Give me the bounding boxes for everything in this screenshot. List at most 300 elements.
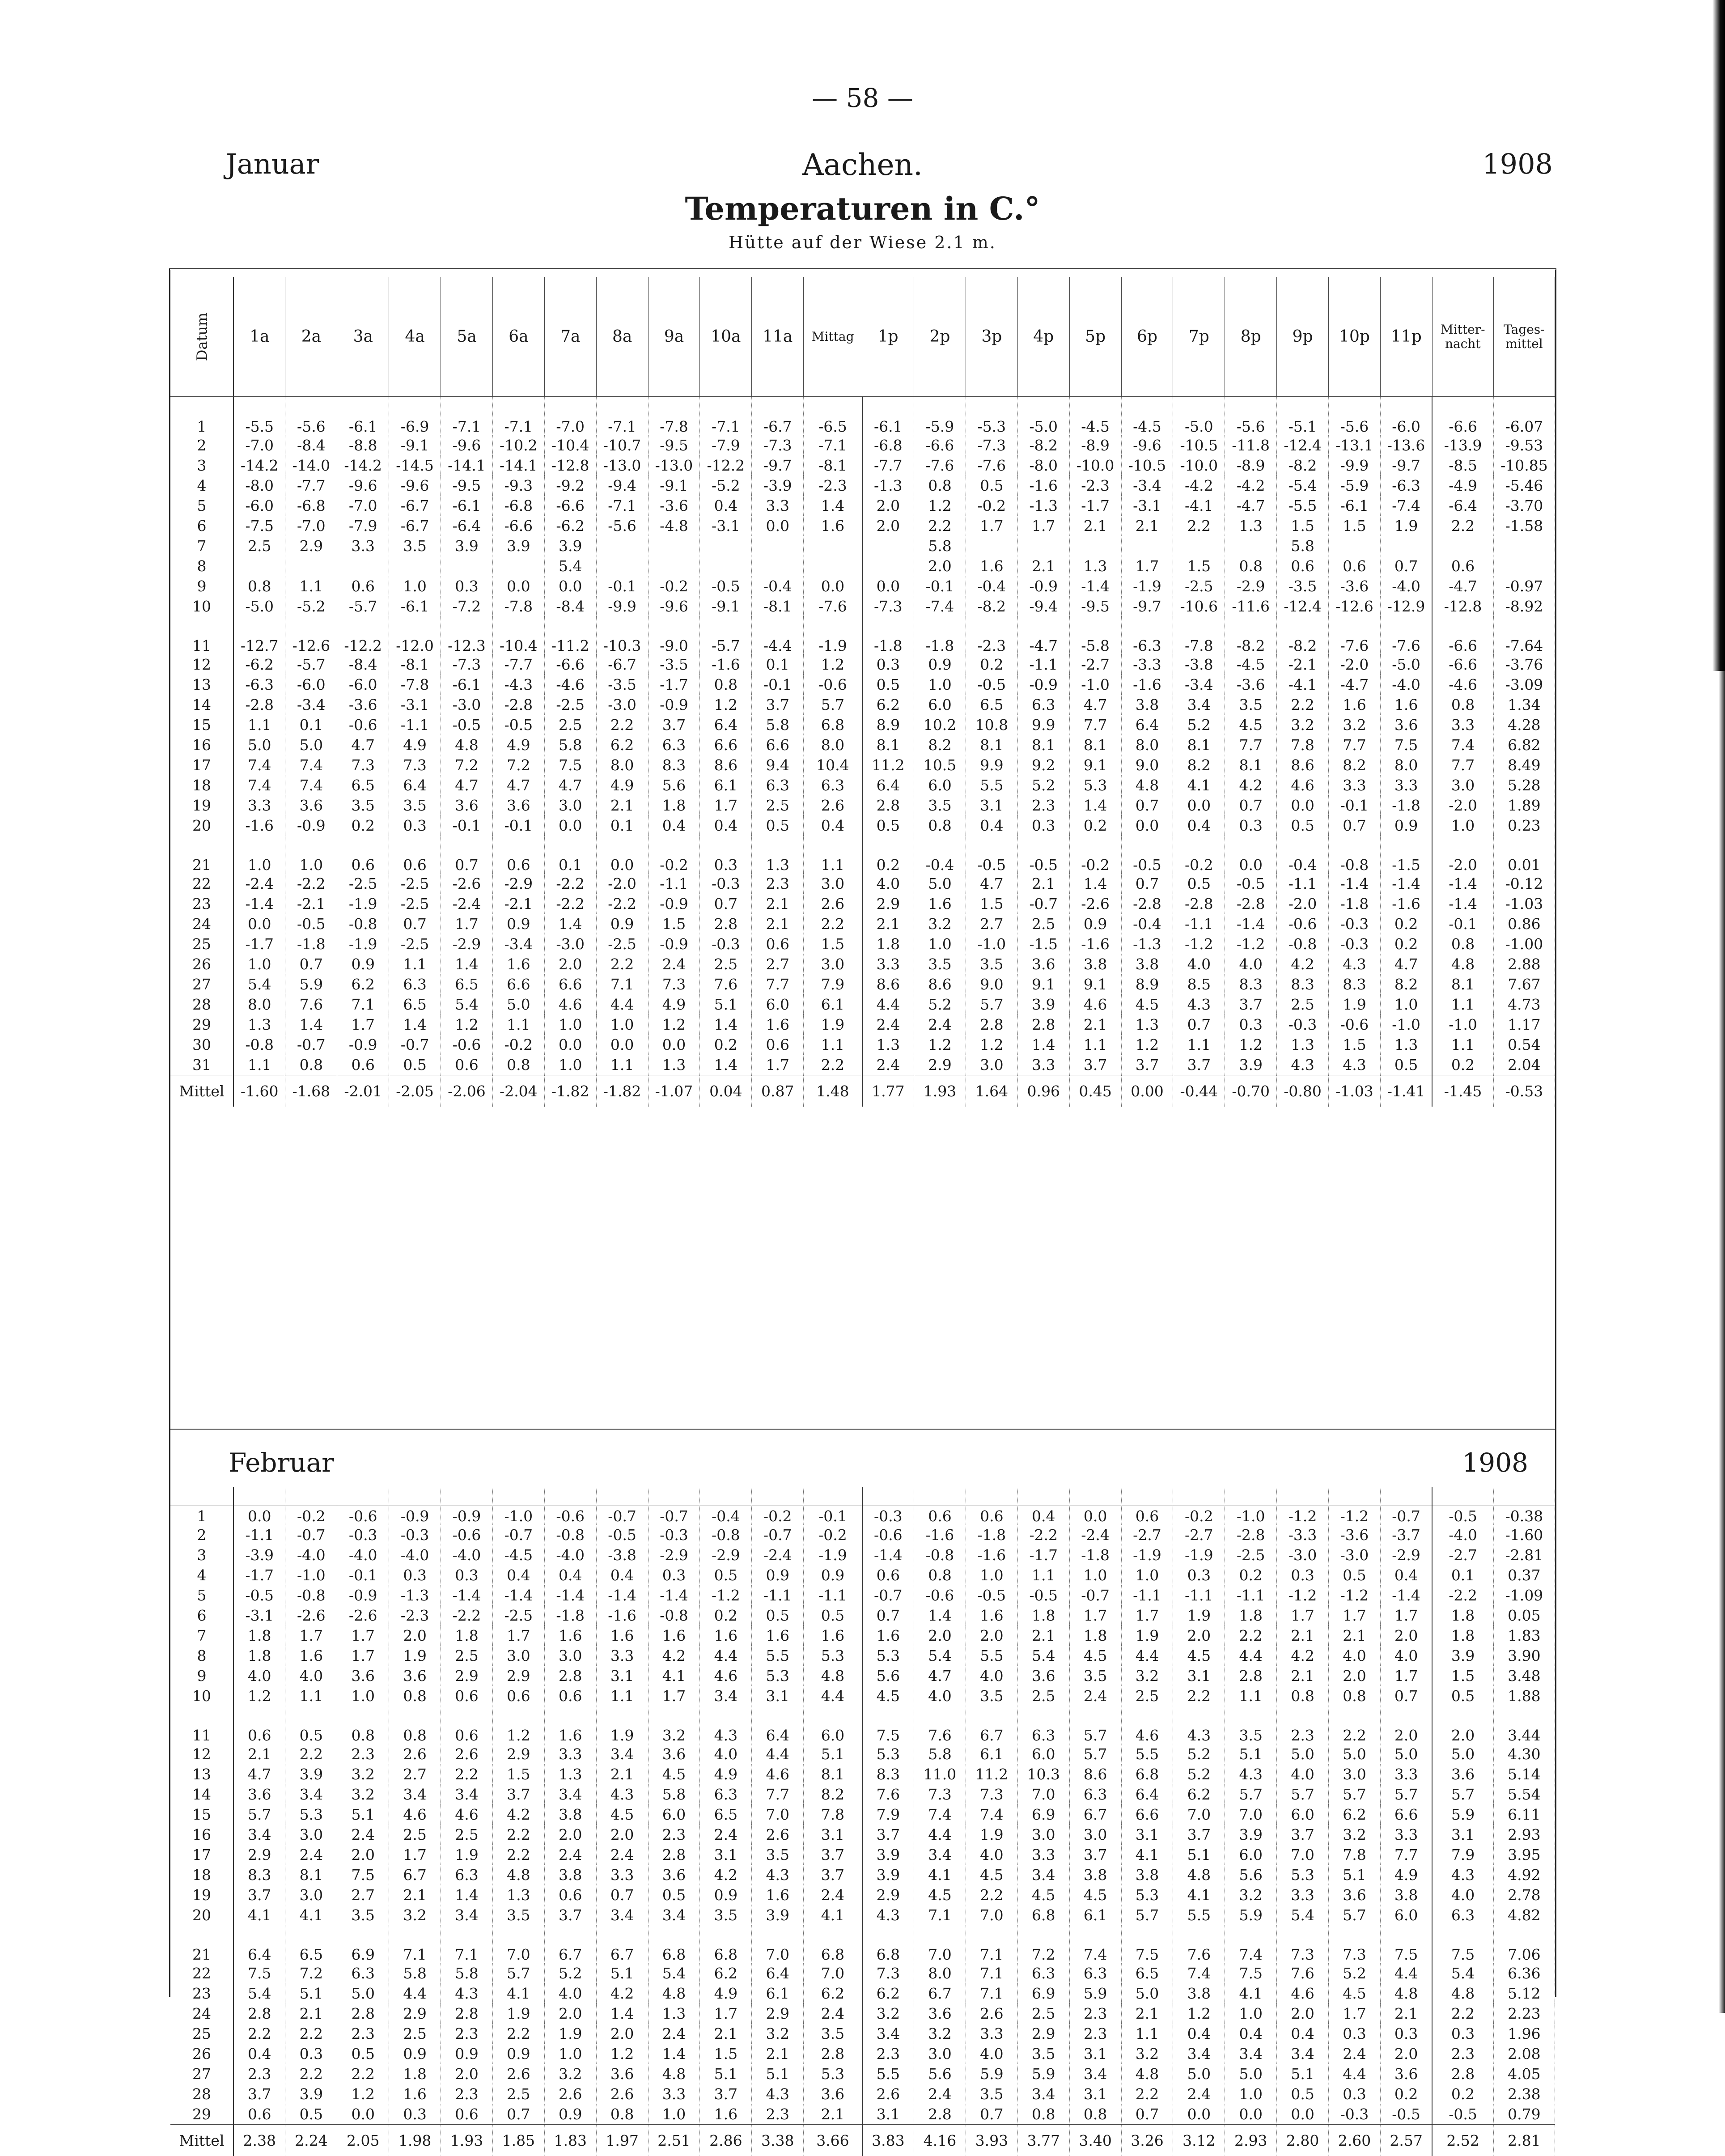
value-cell: 2.9 <box>492 1744 544 1764</box>
value-cell: 2.1 <box>389 1885 441 1905</box>
value-cell: -5.6 <box>596 516 648 536</box>
day-number: 7 <box>170 536 233 556</box>
value-cell: -2.5 <box>1173 576 1225 596</box>
day-number: 13 <box>170 1764 233 1784</box>
value-cell: -1.4 <box>1380 1585 1432 1605</box>
value-cell: 7.7 <box>1432 755 1493 775</box>
value-cell: 0.7 <box>596 1885 648 1905</box>
value-cell: -5.5 <box>233 397 285 435</box>
value-cell: -0.3 <box>1329 2104 1381 2125</box>
value-cell: 2.38 <box>1493 2084 1555 2104</box>
value-cell: 3.2 <box>914 914 966 934</box>
value-cell: 3.9 <box>1225 1825 1277 1845</box>
value-cell: 8.1 <box>1017 735 1069 755</box>
mean-value: -1.41 <box>1380 1075 1432 1107</box>
value-cell: 6.2 <box>1173 1784 1225 1804</box>
value-cell: 0.7 <box>1121 2104 1173 2125</box>
value-cell: 0.9 <box>441 2044 493 2064</box>
value-cell: -2.2 <box>544 874 596 894</box>
value-cell: 0.4 <box>966 815 1017 836</box>
value-cell: 4.1 <box>1173 775 1225 795</box>
value-cell: 0.7 <box>1121 795 1173 815</box>
value-cell: 0.6 <box>337 836 389 874</box>
value-cell: 1.1 <box>1017 1565 1069 1585</box>
value-cell: 3.8 <box>1380 1885 1432 1905</box>
value-cell: -10.5 <box>1121 455 1173 475</box>
value-cell: 3.5 <box>914 954 966 974</box>
value-cell: 5.28 <box>1493 775 1555 795</box>
value-cell: 5.3 <box>862 1646 914 1666</box>
column-header-hour: 4a <box>389 277 441 397</box>
value-cell: -6.0 <box>337 675 389 695</box>
value-cell: -13.9 <box>1432 435 1493 455</box>
value-cell: -3.1 <box>233 1605 285 1625</box>
value-cell: 1.6 <box>389 2084 441 2104</box>
value-cell: -0.6 <box>914 1585 966 1605</box>
value-cell: 1.5 <box>648 914 700 934</box>
value-cell: 1.6 <box>752 1014 804 1035</box>
value-cell: -2.6 <box>441 874 493 894</box>
value-cell: 7.3 <box>1329 1925 1381 1963</box>
value-cell: 7.8 <box>804 1804 862 1825</box>
value-cell: 1.7 <box>700 2003 752 2024</box>
value-cell: 7.3 <box>337 755 389 775</box>
value-cell: -2.1 <box>492 894 544 914</box>
value-cell: 1.6 <box>596 1625 648 1646</box>
value-cell: 3.7 <box>492 1784 544 1804</box>
value-cell: 3.6 <box>1017 1666 1069 1686</box>
value-cell: 1.1 <box>389 954 441 974</box>
table-row <box>170 1545 1555 1565</box>
table-row <box>170 1764 1555 1784</box>
value-cell: -3.76 <box>1493 654 1555 675</box>
value-cell: -1.2 <box>1225 934 1277 954</box>
value-cell: 4.3 <box>752 1865 804 1885</box>
value-cell: -0.3 <box>700 934 752 954</box>
table-row <box>170 874 1555 894</box>
value-cell: 1.4 <box>441 954 493 974</box>
value-cell: -6.1 <box>389 596 441 616</box>
value-cell: -2.7 <box>1432 1545 1493 1565</box>
value-cell: -4.6 <box>544 675 596 695</box>
value-cell: 0.2 <box>1380 914 1432 934</box>
value-cell: 3.9 <box>862 1865 914 1885</box>
value-cell: 1.1 <box>804 1035 862 1055</box>
value-cell: 7.2 <box>1017 1925 1069 1963</box>
value-cell: 0.9 <box>1069 914 1121 934</box>
value-cell: 5.9 <box>285 974 337 994</box>
value-cell: 1.1 <box>285 1686 337 1706</box>
value-cell: 7.1 <box>441 1925 493 1963</box>
value-cell: -2.2 <box>544 894 596 914</box>
value-cell: 2.3 <box>752 874 804 894</box>
value-cell: 4.2 <box>596 1983 648 2003</box>
value-cell: -12.2 <box>337 616 389 654</box>
value-cell: 2.2 <box>1277 695 1329 715</box>
value-cell: 6.3 <box>1432 1905 1493 1925</box>
value-cell: -1.1 <box>1277 874 1329 894</box>
value-cell: -0.8 <box>285 1585 337 1605</box>
header-month: Januar <box>226 148 319 180</box>
value-cell: 0.2 <box>337 815 389 836</box>
value-cell: 2.5 <box>389 1825 441 1845</box>
value-cell: 0.6 <box>914 1487 966 1525</box>
value-cell: 0.5 <box>1277 815 1329 836</box>
value-cell: 7.4 <box>285 775 337 795</box>
value-cell: -0.38 <box>1493 1487 1555 1525</box>
day-number: 3 <box>170 1545 233 1565</box>
value-cell: 1.1 <box>492 1014 544 1035</box>
value-cell: 4.92 <box>1493 1865 1555 1885</box>
value-cell: 0.0 <box>544 1035 596 1055</box>
day-number: 2 <box>170 435 233 455</box>
value-cell: 3.7 <box>233 1885 285 1905</box>
value-cell <box>389 556 441 576</box>
mean-value: -1.82 <box>544 1075 596 1107</box>
value-cell: 3.1 <box>1173 1666 1225 1686</box>
value-cell: 1.1 <box>1432 994 1493 1014</box>
value-cell: -0.5 <box>1121 836 1173 874</box>
value-cell: 1.6 <box>544 1706 596 1744</box>
value-cell: -0.8 <box>1329 836 1381 874</box>
mean-value: 3.93 <box>966 2125 1017 2156</box>
value-cell: 3.8 <box>1121 695 1173 715</box>
mean-value: 3.12 <box>1173 2125 1225 2156</box>
table-row <box>170 2104 1555 2125</box>
value-cell: 0.4 <box>1380 1565 1432 1585</box>
day-number: 12 <box>170 1744 233 1764</box>
value-cell: -1.2 <box>1329 1487 1381 1525</box>
value-cell: 5.0 <box>1277 1744 1329 1764</box>
table-row <box>170 1905 1555 1925</box>
value-cell: 3.0 <box>804 954 862 974</box>
value-cell: 2.0 <box>1380 1706 1432 1744</box>
column-header-daily-mean: Tages-mittel <box>1493 277 1555 397</box>
mean-value: -2.01 <box>337 1075 389 1107</box>
value-cell: -1.6 <box>1069 934 1121 954</box>
value-cell: 1.6 <box>700 1625 752 1646</box>
value-cell: 4.6 <box>389 1804 441 1825</box>
value-cell: 2.5 <box>1017 2003 1069 2024</box>
value-cell: 2.1 <box>1277 1666 1329 1686</box>
value-cell: 2.2 <box>804 1055 862 1075</box>
day-number: 4 <box>170 475 233 496</box>
value-cell: -0.8 <box>337 914 389 934</box>
day-number: 15 <box>170 1804 233 1825</box>
value-cell: 4.8 <box>1432 1983 1493 2003</box>
mean-value: -1.60 <box>233 1075 285 1107</box>
value-cell: 5.8 <box>914 1744 966 1764</box>
value-cell: 2.1 <box>1017 874 1069 894</box>
value-cell: 1.0 <box>544 1014 596 1035</box>
value-cell: 1.4 <box>389 1014 441 1035</box>
value-cell: 3.1 <box>596 1666 648 1686</box>
value-cell: 0.3 <box>700 836 752 874</box>
value-cell: 1.2 <box>1225 1035 1277 1055</box>
value-cell: 2.8 <box>1225 1666 1277 1686</box>
value-cell: -1.8 <box>1069 1545 1121 1565</box>
value-cell: 3.3 <box>1432 715 1493 735</box>
value-cell: -7.7 <box>285 475 337 496</box>
value-cell: 7.4 <box>233 775 285 795</box>
value-cell: 1.4 <box>596 2003 648 2024</box>
value-cell: 0.0 <box>1121 815 1173 836</box>
value-cell: 0.3 <box>1380 2024 1432 2044</box>
value-cell: 6.0 <box>914 695 966 715</box>
value-cell: -0.9 <box>389 1487 441 1525</box>
value-cell: -10.4 <box>544 435 596 455</box>
value-cell: 2.1 <box>1069 516 1121 536</box>
value-cell: 6.1 <box>752 1983 804 2003</box>
value-cell: 0.9 <box>492 2044 544 2064</box>
day-number: 5 <box>170 1585 233 1605</box>
value-cell: 3.4 <box>1017 2084 1069 2104</box>
value-cell: 0.7 <box>1173 1014 1225 1035</box>
value-cell: 10.4 <box>804 755 862 775</box>
value-cell: -1.4 <box>862 1545 914 1565</box>
value-cell: 4.0 <box>544 1983 596 2003</box>
value-cell: 0.6 <box>492 1686 544 1706</box>
value-cell: 5.0 <box>233 735 285 755</box>
value-cell: 2.78 <box>1493 1885 1555 1905</box>
value-cell: 0.6 <box>1329 556 1381 576</box>
mean-value: -1.45 <box>1432 1075 1493 1107</box>
value-cell: 7.5 <box>1432 1925 1493 1963</box>
value-cell: 5.0 <box>337 1983 389 2003</box>
value-cell: 3.9 <box>492 536 544 556</box>
value-cell: 1.8 <box>1432 1625 1493 1646</box>
value-cell: 1.7 <box>285 1625 337 1646</box>
value-cell: -0.5 <box>441 715 493 735</box>
value-cell: 7.2 <box>441 755 493 775</box>
value-cell: -7.7 <box>862 455 914 475</box>
value-cell: -2.8 <box>1225 1525 1277 1545</box>
value-cell: 5.2 <box>1173 1764 1225 1784</box>
value-cell: 5.2 <box>544 1963 596 1983</box>
mean-value: 2.05 <box>337 2125 389 2156</box>
value-cell: 0.9 <box>544 2104 596 2125</box>
value-cell: -3.9 <box>752 475 804 496</box>
value-cell: 1.2 <box>492 1706 544 1744</box>
table-row <box>170 934 1555 954</box>
value-cell: 0.9 <box>700 1885 752 1905</box>
value-cell: -1.9 <box>1121 1545 1173 1565</box>
value-cell: 2.23 <box>1493 2003 1555 2024</box>
value-cell: -8.4 <box>285 435 337 455</box>
value-cell: 5.5 <box>966 775 1017 795</box>
value-cell: -0.8 <box>648 1605 700 1625</box>
value-cell: -0.1 <box>804 1487 862 1525</box>
value-cell: 6.11 <box>1493 1804 1555 1825</box>
value-cell: -7.8 <box>492 596 544 616</box>
day-number: 13 <box>170 675 233 695</box>
value-cell: 1.0 <box>337 1686 389 1706</box>
value-cell: -0.2 <box>648 836 700 874</box>
value-cell: 5.2 <box>1329 1963 1381 1983</box>
value-cell: -12.6 <box>1329 596 1381 616</box>
value-cell: -0.3 <box>648 1525 700 1545</box>
value-cell: -2.1 <box>1277 654 1329 675</box>
february-heading <box>170 1429 1555 1430</box>
value-cell <box>648 536 700 556</box>
value-cell: 4.3 <box>1277 1055 1329 1075</box>
value-cell: 3.9 <box>1432 1646 1493 1666</box>
value-cell: -5.0 <box>1017 397 1069 435</box>
value-cell: 5.1 <box>1329 1865 1381 1885</box>
value-cell <box>1121 536 1173 556</box>
value-cell: 0.8 <box>914 1565 966 1585</box>
value-cell: -7.7 <box>492 654 544 675</box>
value-cell: 2.1 <box>233 1744 285 1764</box>
value-cell: -4.0 <box>544 1545 596 1565</box>
value-cell: -3.09 <box>1493 675 1555 695</box>
value-cell: 0.01 <box>1493 836 1555 874</box>
value-cell: -1.5 <box>1380 836 1432 874</box>
value-cell: 4.9 <box>700 1983 752 2003</box>
value-cell: 2.5 <box>1277 994 1329 1014</box>
value-cell: 6.4 <box>752 1706 804 1744</box>
value-cell: 0.0 <box>233 1487 285 1525</box>
value-cell: 7.7 <box>1225 735 1277 755</box>
value-cell: -0.5 <box>700 576 752 596</box>
value-cell: 6.3 <box>1069 1784 1121 1804</box>
value-cell: 1.5 <box>1329 516 1381 536</box>
value-cell: 1.7 <box>1380 1605 1432 1625</box>
table-row <box>170 1885 1555 1905</box>
value-cell: 0.7 <box>1329 815 1381 836</box>
value-cell: -0.9 <box>337 1035 389 1055</box>
value-cell: 3.4 <box>233 1825 285 1845</box>
value-cell: -2.4 <box>752 1545 804 1565</box>
value-cell: 7.4 <box>1069 1925 1121 1963</box>
value-cell: 4.0 <box>966 2044 1017 2064</box>
value-cell: 2.1 <box>1121 516 1173 536</box>
value-cell: 2.9 <box>914 1055 966 1075</box>
value-cell: 2.5 <box>233 536 285 556</box>
mean-value: 2.60 <box>1329 2125 1381 2156</box>
value-cell: 0.9 <box>389 2044 441 2064</box>
mean-value: 4.16 <box>914 2125 966 2156</box>
value-cell: 9.0 <box>966 974 1017 994</box>
value-cell: -1.6 <box>966 1545 1017 1565</box>
value-cell: -0.7 <box>648 1487 700 1525</box>
value-cell: -0.9 <box>648 695 700 715</box>
value-cell: -10.0 <box>1069 455 1121 475</box>
value-cell: 2.4 <box>648 2024 700 2044</box>
value-cell: 3.6 <box>648 1865 700 1885</box>
value-cell: 7.4 <box>1173 1963 1225 1983</box>
value-cell: 2.1 <box>1017 556 1069 576</box>
value-cell: -8.2 <box>1277 616 1329 654</box>
value-cell: 1.6 <box>1329 695 1381 715</box>
value-cell: 4.0 <box>914 1686 966 1706</box>
table-row <box>170 1055 1555 1075</box>
value-cell: 5.2 <box>1173 1744 1225 1764</box>
value-cell: 0.0 <box>233 914 285 934</box>
value-cell: -7.3 <box>966 435 1017 455</box>
value-cell: 5.3 <box>1069 775 1121 795</box>
value-cell: 1.7 <box>1121 556 1173 576</box>
value-cell: -2.4 <box>1069 1525 1121 1545</box>
value-cell: -6.4 <box>1432 496 1493 516</box>
value-cell: -0.5 <box>1017 836 1069 874</box>
value-cell: 5.3 <box>752 1666 804 1686</box>
table-row <box>170 556 1555 576</box>
value-cell: 1.5 <box>804 934 862 954</box>
value-cell: 3.5 <box>492 1905 544 1925</box>
value-cell: 6.7 <box>1069 1804 1121 1825</box>
value-cell <box>804 536 862 556</box>
value-cell: 10.8 <box>966 715 1017 735</box>
value-cell: -2.8 <box>1225 894 1277 914</box>
value-cell: -3.4 <box>1173 675 1225 695</box>
value-cell: 2.1 <box>1329 1625 1381 1646</box>
mean-value: 1.64 <box>966 1075 1017 1107</box>
value-cell: 5.0 <box>914 874 966 894</box>
value-cell: 2.9 <box>862 1885 914 1905</box>
value-cell: -0.5 <box>492 715 544 735</box>
value-cell: 5.4 <box>914 1646 966 1666</box>
value-cell: 9.1 <box>1069 974 1121 994</box>
value-cell <box>337 556 389 576</box>
value-cell: 2.1 <box>1277 1625 1329 1646</box>
value-cell: -6.6 <box>914 435 966 455</box>
value-cell: -9.53 <box>1493 435 1555 455</box>
value-cell: 3.4 <box>1017 1865 1069 1885</box>
value-cell: 7.3 <box>966 1784 1017 1804</box>
value-cell: -6.6 <box>544 496 596 516</box>
value-cell: 4.8 <box>1121 2064 1173 2084</box>
value-cell: 6.3 <box>389 974 441 994</box>
value-cell: -5.1 <box>1277 397 1329 435</box>
mean-value: 0.00 <box>1121 1075 1173 1107</box>
value-cell: -9.9 <box>1329 455 1381 475</box>
value-cell: 3.7 <box>1173 1055 1225 1075</box>
value-cell: 7.5 <box>1121 1925 1173 1963</box>
value-cell: 2.3 <box>441 2084 493 2104</box>
value-cell: 0.0 <box>1277 795 1329 815</box>
day-number: 1 <box>170 397 233 435</box>
value-cell: -4.0 <box>441 1545 493 1565</box>
value-cell: 5.4 <box>233 1983 285 2003</box>
value-cell: -7.6 <box>1329 616 1381 654</box>
value-cell: 6.8 <box>862 1925 914 1963</box>
value-cell: 1.88 <box>1493 1686 1555 1706</box>
value-cell: 0.86 <box>1493 914 1555 934</box>
value-cell: 2.5 <box>752 795 804 815</box>
value-cell: -2.9 <box>700 1545 752 1565</box>
value-cell: 1.6 <box>914 894 966 914</box>
value-cell: 2.08 <box>1493 2044 1555 2064</box>
value-cell: -1.4 <box>492 1585 544 1605</box>
value-cell: -3.4 <box>1121 475 1173 496</box>
value-cell: -11.8 <box>1225 435 1277 455</box>
value-cell: 4.0 <box>862 874 914 894</box>
value-cell: 4.3 <box>1432 1865 1493 1885</box>
value-cell: 6.9 <box>1017 1983 1069 2003</box>
value-cell: 5.8 <box>544 735 596 755</box>
value-cell: 2.8 <box>648 1845 700 1865</box>
column-header-hour: 5p <box>1069 277 1121 397</box>
value-cell: 4.3 <box>441 1983 493 2003</box>
value-cell: -3.6 <box>337 695 389 715</box>
day-number: 21 <box>170 836 233 874</box>
value-cell: 3.1 <box>804 1825 862 1845</box>
value-cell: 6.8 <box>1017 1905 1069 1925</box>
value-cell: 2.3 <box>862 2044 914 2064</box>
value-cell: 7.9 <box>804 974 862 994</box>
value-cell: 4.5 <box>648 1764 700 1784</box>
